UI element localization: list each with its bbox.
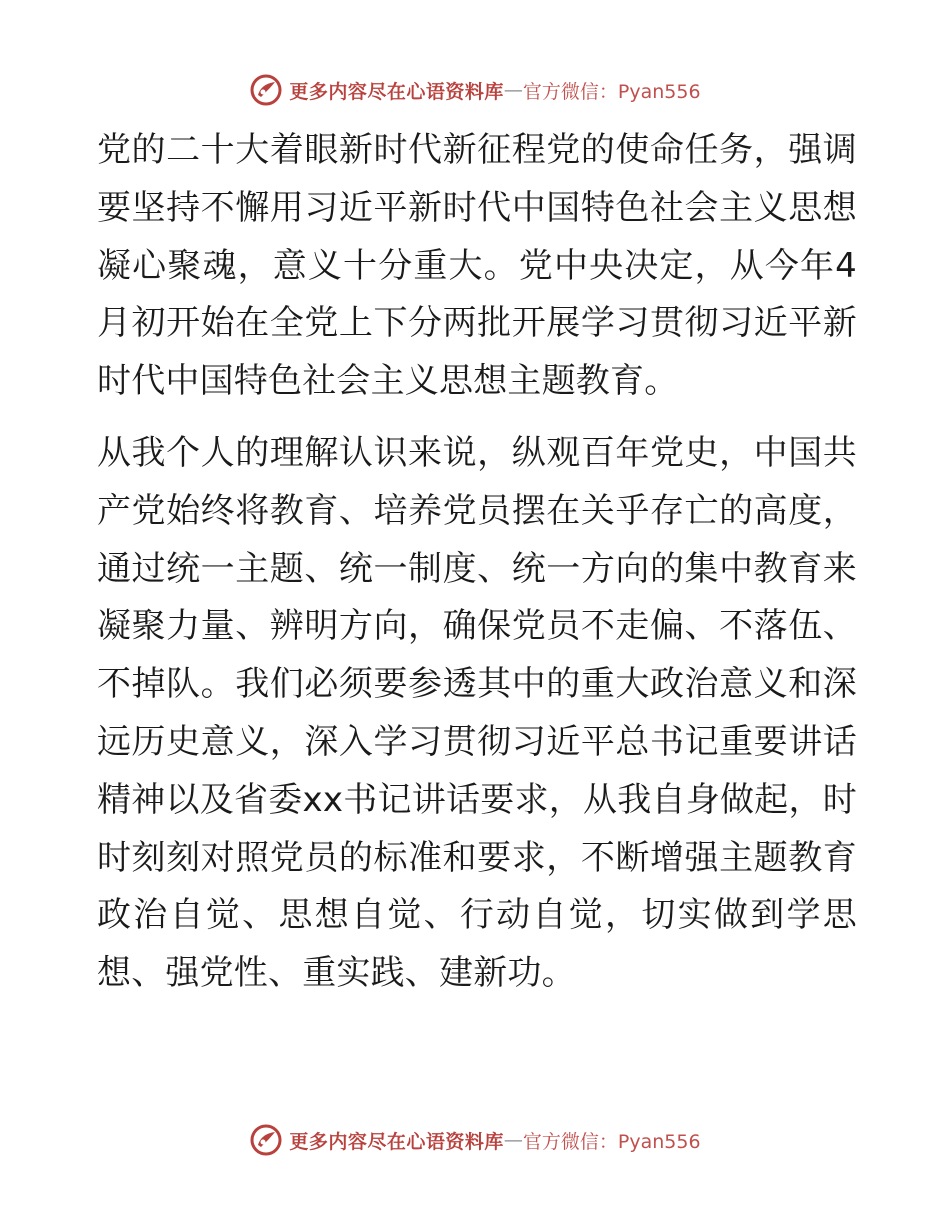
header-banner [0,70,950,110]
banner-contact-text: 官方微信：Pyan556 [522,1130,701,1153]
banner-promo-text: 更多内容尽在心语资料库 [289,1130,504,1153]
banner-separator: — [503,1129,523,1151]
banner-contact-text: 官方微信：Pyan556 [522,80,701,103]
document-paragraph: 党的二十大着眼新时代新征程党的使命任务，强调要坚持不懈用习近平新时代中国特色社会主义思想凝心聚魂，意义十分重大。党中央决定，从今年4月初开始在全党上下分两批开展学习贯彻习近平新时代中国特色社会主义思想主题教育。 [97,130,857,402]
chinese-seal-logo-icon [249,1123,283,1157]
chinese-seal-logo-icon [249,73,283,107]
banner-promo-text: 更多内容尽在心语资料库 [289,80,504,103]
banner-separator: — [503,79,523,101]
footer-banner [0,1120,950,1160]
document-paragraph: 从我个人的理解认识来说，纵观百年党史，中国共产党始终将教育、培养党员摆在关乎存亡的高度，通过统一主题、统一制度、统一方向的集中教育来凝聚力量、辨明方向，确保党员不走偏、不落伍、不掉队。我们必须要参透其中的重大政治意义和深远历史意义，深入学习贯彻习近平总书记重要讲话精神以及省委xx书记讲话要求，从我自身做起，时时刻刻对照党员的标准和要求，不断增强主题教育政治自觉、思想自觉、行动自觉，切实做到学思想、强党性、重实践、建新功。 [97,433,857,994]
